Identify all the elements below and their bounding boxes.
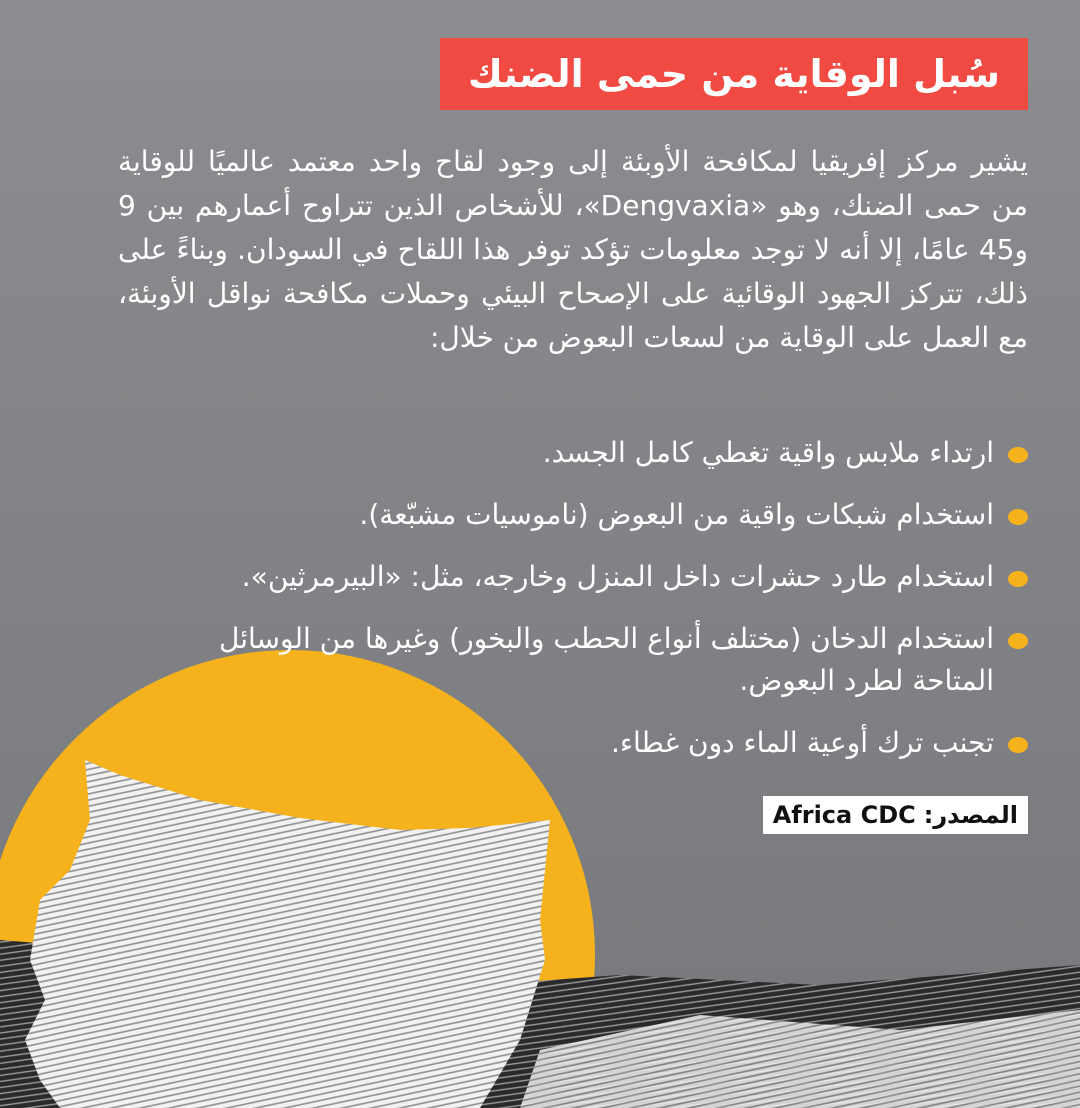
source-badge — [763, 796, 1028, 834]
list-item-text: تجنب ترك أوعية الماء دون غطاء. — [610, 726, 994, 759]
bullet-dot-icon — [1008, 633, 1028, 649]
list-item-text: استخدام الدخان (مختلف أنواع الحطب والبخور) وغيرها من الوسائل المتاحة لطرد البعوض. — [219, 622, 994, 697]
title-banner — [440, 38, 1028, 110]
bullet-dot-icon — [1008, 509, 1028, 525]
list-item — [148, 722, 1028, 764]
page-title: سُبل الوقاية من حمى الضنك — [468, 52, 1000, 96]
list-item — [148, 432, 1028, 474]
list-item-text: استخدام شبكات واقية من البعوض (ناموسيات مشبّعة). — [359, 498, 994, 531]
intro-paragraph: يشير مركز إفريقيا لمكافحة الأوبئة إلى وجود لقاح واحد معتمد عالميًا للوقاية من حمى الضنك، وهو «Dengvaxia»، للأشخاص الذين تتراوح أعمارهم بين 9 و45 عامًا، إلا أنه لا توجد معلومات تؤكد توفر هذا اللقاح في السودان. وبناءً على ذلك، تتركز الجهود الوقائية على الإصحاح البيئي وحملات مكافحة نواقل الأوبئة، مع العمل على الوقاية من لسعات البعوض من خلال: — [118, 145, 1028, 354]
list-item — [148, 618, 1028, 702]
list-item — [148, 556, 1028, 598]
bullet-dot-icon — [1008, 571, 1028, 587]
bullet-dot-icon — [1008, 737, 1028, 753]
prevention-list — [148, 432, 1028, 784]
source-value: Africa CDC — [772, 801, 916, 829]
list-item-text: ارتداء ملابس واقية تغطي كامل الجسد. — [542, 436, 994, 469]
source-label: المصدر: — [923, 801, 1018, 829]
list-item — [148, 494, 1028, 536]
bullet-dot-icon — [1008, 447, 1028, 463]
list-item-text: استخدام طارد حشرات داخل المنزل وخارجه، مثل: «البيرمرثين». — [241, 560, 994, 593]
